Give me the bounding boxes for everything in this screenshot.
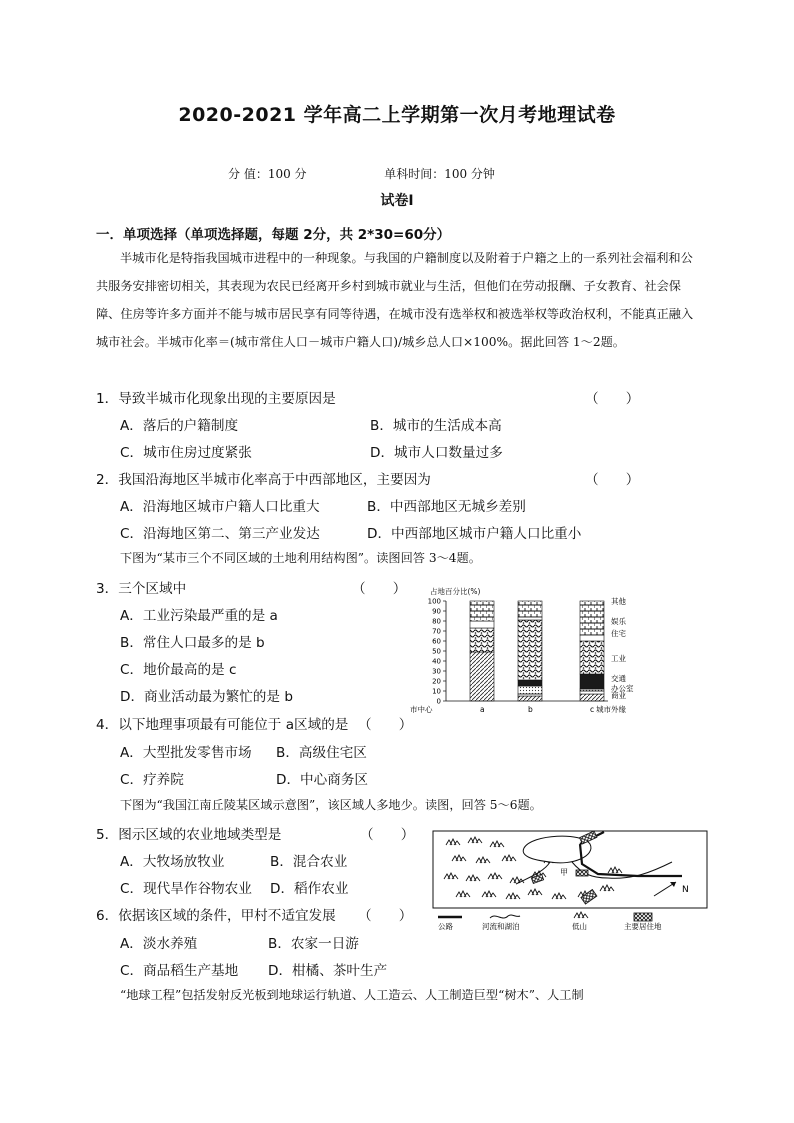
bar-segment-b-6 <box>518 601 542 617</box>
y-tick-label: 100 <box>427 597 441 606</box>
q2-option-c[interactable]: C．沿海地区第二、第三产业发达 <box>120 526 320 542</box>
q4-option-d[interactable]: D．中心商务区 <box>276 772 369 788</box>
y-tick-label: 50 <box>432 647 441 656</box>
intro-q5-6: 下图为“我国江南丘陵某区域示意图”，该区域人多地少。读图，回答 5～6题。 <box>120 798 542 812</box>
q2-option-b[interactable]: B．中西部地区无城乡差别 <box>367 499 526 515</box>
passage-last: “地球工程”包括发射反光板到地球运行轨道、人工造云、人工制造巨型“树木”、人工制 <box>120 988 584 1002</box>
legend-label-0: 其他 <box>611 597 626 606</box>
q5-option-d[interactable]: D．稻作农业 <box>270 881 349 897</box>
chart-title: 占地百分比(%) <box>430 587 481 596</box>
question-3-answer-blank[interactable]: （ ） <box>352 581 407 597</box>
q1-option-d[interactable]: D．城市人口数量过多 <box>370 445 503 461</box>
north-label: N <box>682 885 689 895</box>
y-tick-label: 30 <box>432 667 441 676</box>
legend-label-5: 办公室 <box>611 684 634 693</box>
legend-settlement-symbol <box>634 913 652 921</box>
exam-meta <box>228 165 495 182</box>
legend-label-2: 住宅 <box>611 629 626 638</box>
x-label-center: 市中心 <box>410 705 433 714</box>
bar-segment-c-0 <box>580 694 604 701</box>
bar-segment-b-3 <box>518 680 542 686</box>
q3-option-d[interactable]: D．商业活动最为繁忙的是 b <box>120 689 293 705</box>
x-tick-label-c: c <box>590 705 595 714</box>
q5-option-b[interactable]: B．混合农业 <box>270 854 348 870</box>
q4-option-c[interactable]: C．疗养院 <box>120 772 184 788</box>
land-use-chart <box>408 584 708 719</box>
x-tick-label-b: b <box>528 705 533 714</box>
legend-river-symbol <box>490 915 520 918</box>
q2-option-d[interactable]: D．中西部地区城市户籍人口比重小 <box>367 526 582 542</box>
bar-segment-b-4 <box>518 620 542 680</box>
bar-segment-c-6 <box>580 601 604 635</box>
y-tick-label: 10 <box>432 687 441 696</box>
score-info: 分 值：100 分 <box>228 167 307 181</box>
bar-segment-c-5 <box>580 635 604 641</box>
section-heading: 一．单项选择（单项选择题，每题 2分，共 2*30=60分） <box>96 227 451 243</box>
settlement-jia <box>576 870 588 876</box>
q6-option-c[interactable]: C．商品稻生产基地 <box>120 963 239 979</box>
question-6-stem: 6．依据该区域的条件，甲村不适宜发展 <box>96 908 336 924</box>
q2-option-a[interactable]: A．沿海地区城市户籍人口比重大 <box>120 499 320 515</box>
question-2-stem: 2．我国沿海地区半城市化率高于中西部地区，主要因为 <box>96 472 431 488</box>
q6-option-b[interactable]: B．农家一日游 <box>268 936 359 952</box>
legend-road-label: 公路 <box>438 922 453 930</box>
question-6-answer-blank[interactable]: （ ） <box>358 908 413 924</box>
q3-option-a[interactable]: A．工业污染最严重的是 a <box>120 608 278 624</box>
q6-option-d[interactable]: D．柑橘、茶叶生产 <box>268 963 388 979</box>
q4-option-b[interactable]: B．高级住宅区 <box>276 745 367 761</box>
passage-1: 半城市化是特指我国城市进程中的一种现象。与我国的户籍制度以及附着于户籍之上的一系列社会福利和公共服务安排密切相关，其表现为农民已经离开乡村到城市就业与生活，但他们在劳动报酬、子女教育、社会保障、住房等许多方面并不能与城市居民享有同等待遇，在城市没有选举权和被选举权等政治权利，不能真正融入城市社会。半城市化率＝(城市常住人口－城市户籍人口)/城乡总人口×100%。据此回答 1～2题。 <box>96 251 694 349</box>
bar-segment-c-3 <box>580 674 604 689</box>
bar-segment-a-4 <box>470 628 494 652</box>
q6-option-a[interactable]: A．淡水养殖 <box>120 936 198 952</box>
bar-segment-c-1 <box>580 691 604 694</box>
y-tick-label: 0 <box>436 697 441 706</box>
bar-segment-a-0 <box>470 652 494 701</box>
question-2-answer-blank[interactable]: （ ） <box>585 472 640 488</box>
bar-segment-b-0 <box>518 696 542 701</box>
legend-label-1: 娱乐 <box>611 617 626 626</box>
y-tick-label: 70 <box>432 627 441 636</box>
legend-label-3: 工业 <box>611 654 626 663</box>
q5-option-c[interactable]: C．现代旱作谷物农业 <box>120 881 252 897</box>
legend-river-label: 河流和湖泊 <box>482 922 520 930</box>
paper-subtitle: 试卷Ⅰ <box>380 193 414 209</box>
bar-segment-b-5 <box>518 617 542 620</box>
q4-option-a[interactable]: A．大型批发零售市场 <box>120 745 252 761</box>
question-1-answer-blank[interactable]: （ ） <box>585 391 640 407</box>
q1-option-c[interactable]: C．城市住房过度紧张 <box>120 445 252 461</box>
question-4-stem: 4．以下地理事项最有可能位于 a区域的是 <box>96 717 349 733</box>
intro-q3-4: 下图为“某市三个不同区域的土地利用结构图”。读图回答 3～4题。 <box>120 551 481 565</box>
question-5-answer-blank[interactable]: （ ） <box>360 827 415 843</box>
question-4-answer-blank[interactable]: （ ） <box>358 717 413 733</box>
y-tick-label: 40 <box>432 657 441 666</box>
q3-option-b[interactable]: B．常住人口最多的是 b <box>120 635 265 651</box>
q1-option-b[interactable]: B．城市的生活成本高 <box>370 418 502 434</box>
x-tick-label-a: a <box>480 705 485 714</box>
bar-segment-b-2 <box>518 686 542 694</box>
page-title: 2020-2021 学年高二上学期第一次月考地理试卷 <box>178 104 616 126</box>
q5-option-a[interactable]: A．大牧场放牧业 <box>120 854 225 870</box>
legend-settlement-label: 主要居住地 <box>624 922 662 930</box>
question-5-stem: 5．图示区域的农业地域类型是 <box>96 827 282 843</box>
y-tick-label: 90 <box>432 607 441 616</box>
legend-label-6: 商业 <box>611 691 626 700</box>
question-3-stem: 3．三个区域中 <box>96 581 187 597</box>
bar-segment-c-4 <box>580 641 604 674</box>
legend-label-4: 交通 <box>611 674 626 683</box>
question-1-stem: 1．导致半城市化现象出现的主要原因是 <box>96 391 336 407</box>
y-tick-label: 20 <box>432 677 441 686</box>
q1-option-a[interactable]: A．落后的户籍制度 <box>120 418 239 434</box>
village-jia-label: 甲 <box>560 868 568 877</box>
q3-option-c[interactable]: C．地价最高的是 c <box>120 662 237 678</box>
bar-segment-a-6 <box>470 601 494 621</box>
legend-hill-label: 低山 <box>572 922 587 930</box>
region-map <box>432 826 714 930</box>
y-tick-label: 60 <box>432 637 441 646</box>
x-label-edge: 城市外缘 <box>596 705 626 714</box>
y-tick-label: 80 <box>432 617 441 626</box>
bar-segment-a-5 <box>470 621 494 628</box>
time-info: 单科时间：100 分钟 <box>384 167 495 181</box>
